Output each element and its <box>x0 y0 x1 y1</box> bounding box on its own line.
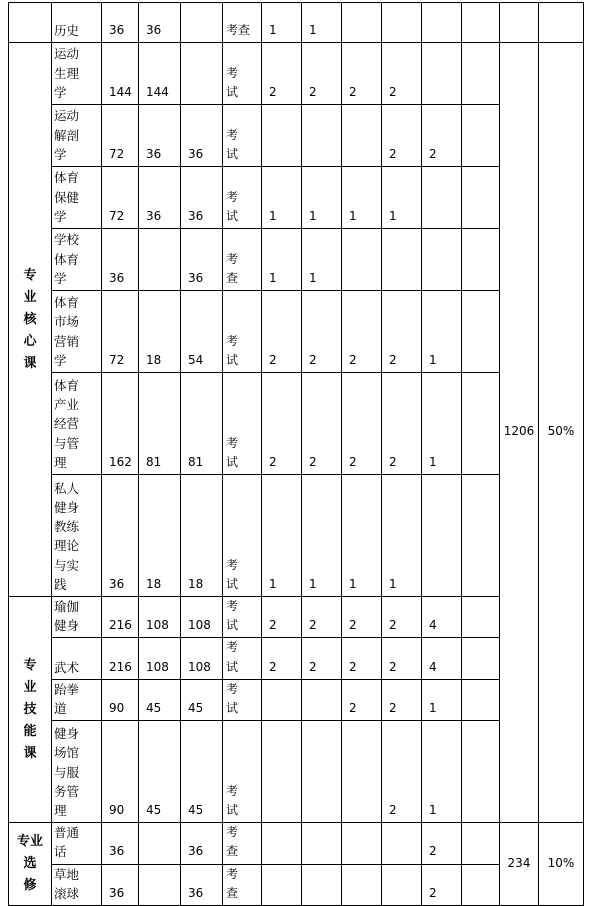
practice-hours: 36 <box>181 105 223 167</box>
exam-type: 考 试 <box>223 167 262 229</box>
total-hours: 72 <box>102 105 139 167</box>
course-name: 历史 <box>52 3 102 43</box>
course-name: 运动 解剖 学 <box>52 105 102 167</box>
semester-5-hours: 4 <box>422 638 462 679</box>
semester-5-hours <box>422 43 462 105</box>
semester-1-hours: 2 <box>262 638 302 679</box>
table-row <box>9 229 584 291</box>
theory-hours: 45 <box>139 721 181 823</box>
semester-1-hours: 1 <box>262 229 302 291</box>
semester-6-hours <box>462 721 500 823</box>
table-row <box>9 864 584 905</box>
course-name: 健身 场馆 与服 务管 理 <box>52 721 102 823</box>
semester-6-hours <box>462 597 500 638</box>
semester-5-hours: 2 <box>422 105 462 167</box>
semester-1-hours <box>262 679 302 720</box>
semester-5-hours: 2 <box>422 823 462 864</box>
semester-5-hours: 1 <box>422 679 462 720</box>
semester-1-hours <box>262 864 302 905</box>
semester-4-hours: 1 <box>382 167 422 229</box>
semester-6-hours <box>462 475 500 597</box>
semester-3-hours: 2 <box>342 679 382 720</box>
semester-3-hours <box>342 229 382 291</box>
semester-3-hours: 1 <box>342 475 382 597</box>
semester-3-hours: 2 <box>342 597 382 638</box>
total-hours: 36 <box>102 864 139 905</box>
elective-total-hours: 234 <box>500 823 539 906</box>
course-name: 学校 体育 学 <box>52 229 102 291</box>
total-hours: 90 <box>102 679 139 720</box>
summary-blank-hours <box>500 3 539 43</box>
semester-3-hours <box>342 823 382 864</box>
category-core: 专 业 核 心 课 <box>9 43 52 597</box>
semester-6-hours <box>462 43 500 105</box>
exam-type: 考 试 <box>223 475 262 597</box>
total-hours: 216 <box>102 597 139 638</box>
exam-type: 考 查 <box>223 864 262 905</box>
exam-type: 考 试 <box>223 373 262 475</box>
course-name: 武术 <box>52 638 102 679</box>
semester-6-hours <box>462 3 500 43</box>
theory-hours: 45 <box>139 679 181 720</box>
semester-5-hours: 2 <box>422 864 462 905</box>
total-hours: 162 <box>102 373 139 475</box>
exam-type: 考 试 <box>223 638 262 679</box>
table-row <box>9 475 584 597</box>
semester-2-hours <box>302 823 342 864</box>
semester-5-hours <box>422 229 462 291</box>
category-cell-blank <box>9 3 52 43</box>
practice-hours: 108 <box>181 638 223 679</box>
theory-hours: 18 <box>139 291 181 373</box>
exam-type: 考 试 <box>223 43 262 105</box>
exam-type: 考 查 <box>223 823 262 864</box>
practice-hours: 36 <box>181 167 223 229</box>
semester-1-hours <box>262 105 302 167</box>
total-hours: 36 <box>102 3 139 43</box>
practice-hours <box>181 43 223 105</box>
theory-hours: 36 <box>139 105 181 167</box>
semester-2-hours: 2 <box>302 43 342 105</box>
total-hours: 216 <box>102 638 139 679</box>
total-hours: 72 <box>102 291 139 373</box>
semester-3-hours <box>342 105 382 167</box>
semester-3-hours <box>342 864 382 905</box>
summary-blank-pct <box>539 3 584 43</box>
semester-1-hours: 1 <box>262 3 302 43</box>
semester-4-hours: 2 <box>382 105 422 167</box>
table-row <box>9 597 584 638</box>
course-name: 普通 话 <box>52 823 102 864</box>
theory-hours: 36 <box>139 3 181 43</box>
practice-hours: 108 <box>181 597 223 638</box>
semester-3-hours: 2 <box>342 638 382 679</box>
semester-2-hours: 1 <box>302 167 342 229</box>
theory-hours: 144 <box>139 43 181 105</box>
semester-2-hours: 1 <box>302 229 342 291</box>
curriculum-table <box>8 2 584 906</box>
theory-hours <box>139 823 181 864</box>
theory-hours: 81 <box>139 373 181 475</box>
exam-type: 考查 <box>223 3 262 43</box>
elective-percentage: 10% <box>539 823 584 906</box>
practice-hours: 45 <box>181 679 223 720</box>
semester-4-hours: 2 <box>382 597 422 638</box>
total-hours: 36 <box>102 823 139 864</box>
practice-hours: 45 <box>181 721 223 823</box>
theory-hours: 108 <box>139 597 181 638</box>
semester-1-hours: 2 <box>262 291 302 373</box>
semester-4-hours <box>382 823 422 864</box>
semester-1-hours <box>262 721 302 823</box>
semester-2-hours: 1 <box>302 475 342 597</box>
course-name: 体育 产业 经营 与管 理 <box>52 373 102 475</box>
table-row <box>9 721 584 823</box>
semester-4-hours <box>382 864 422 905</box>
semester-3-hours <box>342 3 382 43</box>
semester-2-hours: 2 <box>302 597 342 638</box>
semester-4-hours: 2 <box>382 679 422 720</box>
theory-hours <box>139 864 181 905</box>
exam-type: 考 试 <box>223 679 262 720</box>
semester-5-hours <box>422 475 462 597</box>
exam-type: 考 试 <box>223 721 262 823</box>
table-row <box>9 638 584 679</box>
semester-4-hours: 2 <box>382 373 422 475</box>
total-hours: 72 <box>102 167 139 229</box>
practice-hours: 36 <box>181 229 223 291</box>
exam-type: 考 试 <box>223 597 262 638</box>
exam-type: 考 查 <box>223 229 262 291</box>
semester-6-hours <box>462 167 500 229</box>
semester-4-hours: 2 <box>382 291 422 373</box>
table-row <box>9 373 584 475</box>
semester-6-hours <box>462 229 500 291</box>
practice-hours: 54 <box>181 291 223 373</box>
semester-6-hours <box>462 105 500 167</box>
table-row <box>9 679 584 720</box>
semester-2-hours: 2 <box>302 291 342 373</box>
semester-5-hours: 4 <box>422 597 462 638</box>
table-row <box>9 167 584 229</box>
semester-4-hours: 2 <box>382 43 422 105</box>
total-hours: 36 <box>102 475 139 597</box>
semester-1-hours: 1 <box>262 167 302 229</box>
exam-type: 考 试 <box>223 105 262 167</box>
semester-2-hours <box>302 864 342 905</box>
semester-5-hours <box>422 3 462 43</box>
total-hours: 36 <box>102 229 139 291</box>
table-row <box>9 105 584 167</box>
semester-5-hours: 1 <box>422 373 462 475</box>
core-percentage: 50% <box>539 43 584 823</box>
practice-hours: 36 <box>181 864 223 905</box>
semester-5-hours: 1 <box>422 291 462 373</box>
semester-4-hours <box>382 3 422 43</box>
semester-2-hours: 1 <box>302 3 342 43</box>
semester-2-hours: 2 <box>302 638 342 679</box>
semester-6-hours <box>462 638 500 679</box>
semester-2-hours: 2 <box>302 373 342 475</box>
table-row <box>9 823 584 864</box>
course-name: 草地 滚球 <box>52 864 102 905</box>
semester-5-hours <box>422 167 462 229</box>
table-row <box>9 3 584 43</box>
theory-hours: 108 <box>139 638 181 679</box>
practice-hours: 81 <box>181 373 223 475</box>
exam-type: 考 试 <box>223 291 262 373</box>
semester-1-hours: 2 <box>262 43 302 105</box>
semester-1-hours <box>262 823 302 864</box>
semester-4-hours: 2 <box>382 638 422 679</box>
theory-hours <box>139 229 181 291</box>
semester-5-hours: 1 <box>422 721 462 823</box>
category-skill: 专 业 技 能 课 <box>9 597 52 823</box>
practice-hours: 18 <box>181 475 223 597</box>
semester-4-hours: 1 <box>382 475 422 597</box>
semester-2-hours <box>302 105 342 167</box>
semester-6-hours <box>462 291 500 373</box>
semester-1-hours: 2 <box>262 597 302 638</box>
table-row <box>9 291 584 373</box>
semester-1-hours: 1 <box>262 475 302 597</box>
theory-hours: 36 <box>139 167 181 229</box>
semester-2-hours <box>302 679 342 720</box>
semester-3-hours <box>342 721 382 823</box>
semester-3-hours: 2 <box>342 43 382 105</box>
core-total-hours: 1206 <box>500 43 539 823</box>
course-name: 跆拳 道 <box>52 679 102 720</box>
category-elective: 专业 选 修 <box>9 823 52 906</box>
table-body <box>9 3 584 906</box>
semester-1-hours: 2 <box>262 373 302 475</box>
semester-6-hours <box>462 823 500 864</box>
practice-hours <box>181 3 223 43</box>
semester-4-hours <box>382 229 422 291</box>
course-name: 体育 市场 营销 学 <box>52 291 102 373</box>
semester-4-hours: 2 <box>382 721 422 823</box>
practice-hours: 36 <box>181 823 223 864</box>
course-name: 运动 生理 学 <box>52 43 102 105</box>
total-hours: 144 <box>102 43 139 105</box>
semester-3-hours: 2 <box>342 291 382 373</box>
semester-6-hours <box>462 864 500 905</box>
table-row <box>9 43 584 105</box>
semester-3-hours: 1 <box>342 167 382 229</box>
course-name: 体育 保健 学 <box>52 167 102 229</box>
semester-2-hours <box>302 721 342 823</box>
theory-hours: 18 <box>139 475 181 597</box>
semester-6-hours <box>462 679 500 720</box>
course-name: 私人 健身 教练 理论 与实 践 <box>52 475 102 597</box>
total-hours: 90 <box>102 721 139 823</box>
semester-3-hours: 2 <box>342 373 382 475</box>
semester-6-hours <box>462 373 500 475</box>
course-name: 瑜伽 健身 <box>52 597 102 638</box>
